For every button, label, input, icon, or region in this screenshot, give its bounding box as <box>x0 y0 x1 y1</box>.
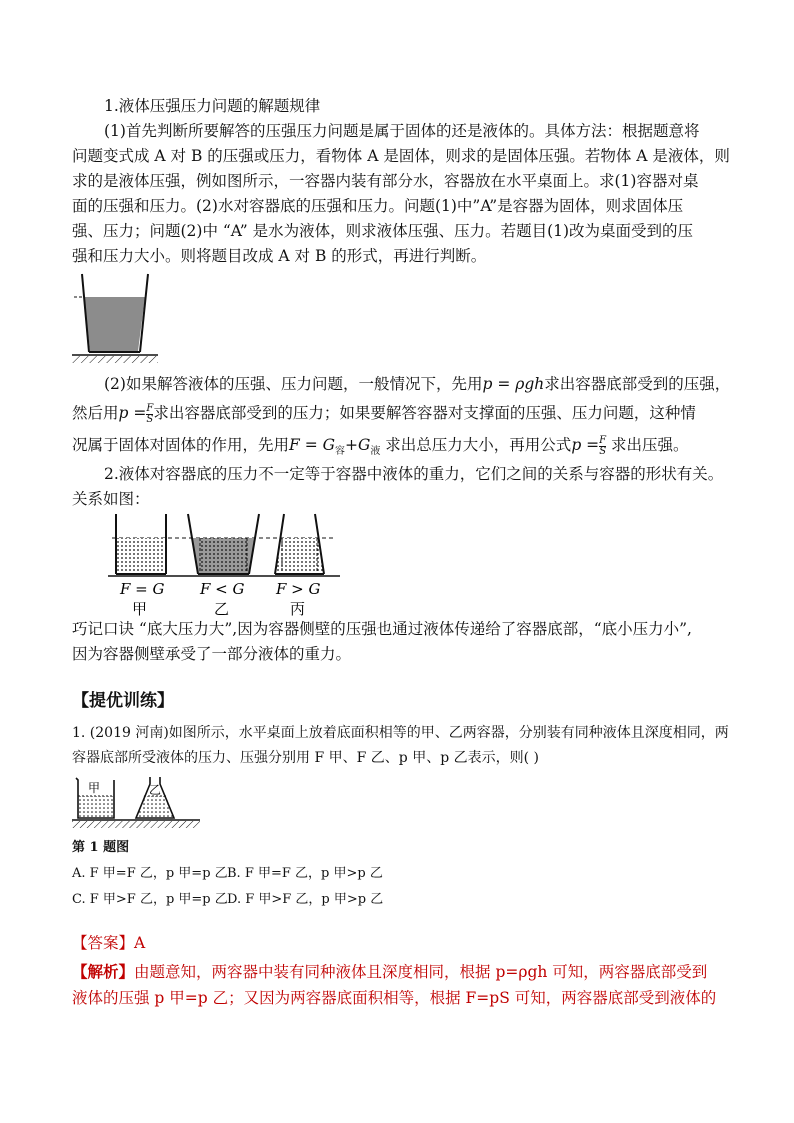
formula-plus-g: +G <box>345 436 371 454</box>
option-b: B. F 甲=F 乙，p 甲>p 乙 <box>227 866 383 881</box>
option-a: A. F 甲=F 乙，p 甲=p 乙 <box>72 866 228 881</box>
section-2-line-2: 关系如图： <box>72 490 150 508</box>
mnemonic-line-2: 因为容器侧壁承受了一部分液体的重力。 <box>72 645 352 663</box>
frac-top-2: F <box>599 434 607 446</box>
p2-l3-text-a: 况属于固体对固体的作用，先用 <box>72 436 290 454</box>
paragraph-1-line-3: 求的是液体压强，例如图所示，一容器内装有部分水，容器放在水平桌面上。求(1)容器对桌 <box>72 172 699 190</box>
analysis-label: 【解析】 <box>72 962 135 981</box>
frac-bottom-2: S <box>599 445 607 457</box>
frac-bottom: S <box>146 413 154 425</box>
label-yi: 乙 <box>214 600 230 618</box>
analysis-line-1 <box>72 962 707 982</box>
p2-l3-text-b: 求出总压力大小，再用公式 <box>380 436 572 454</box>
frac-top: F <box>146 402 154 414</box>
three-containers-figure <box>104 512 344 624</box>
container-on-table-figure <box>70 272 160 364</box>
label-bing: 丙 <box>290 600 306 618</box>
option-c: C. F 甲>F 乙，p 甲=p 乙 <box>72 892 228 907</box>
question-1-line-1: 1. (2019 河南)如图所示，水平桌面上放着底面积相等的甲、乙两容器，分别装有同种液体且深度相同，两 <box>72 725 729 741</box>
paragraph-2-line-2 <box>72 403 696 425</box>
figure-caption: 第 1 题图 <box>72 840 130 855</box>
mnemonic-line-1: 巧记口诀 “底大压力大”,因为容器侧壁的压强也通过液体传递给了容器底部，“底小压力小”, <box>72 620 692 638</box>
formula-p-rho-g-h: p = ρgh <box>482 375 545 393</box>
formula-p-equals: p = <box>118 404 147 422</box>
label-f-lt-g: F < G <box>200 580 245 598</box>
label-f-gt-g: F > G <box>276 580 321 598</box>
paragraph-1-line-6: 强和压力大小。则将题目改成 A 对 B 的形式，再进行判断。 <box>72 247 487 265</box>
p2-text-a: (2)如果解答液体的压强、压力问题，一般情况下，先用 <box>104 375 483 393</box>
label-jia: 甲 <box>132 600 148 618</box>
paragraph-1-line-5: 强、压力；问题(2)中 “A” 是水为液体，则求液体压强、压力。若题目(1)改为桌面受到的压 <box>72 222 694 240</box>
paragraph-2-line-3 <box>72 435 689 462</box>
label-f-eq-g: F = G <box>120 580 165 598</box>
question-1-line-2: 容器底部所受液体的压力、压强分别用 F 甲、F 乙、p 甲、p 乙表示，则( ) <box>72 750 539 766</box>
option-d: D. F 甲>F 乙，p 甲>p 乙 <box>227 892 384 907</box>
p2-l3-text-c: 求出压强。 <box>606 436 689 454</box>
p2-l2-text-a: 然后用 <box>72 404 119 422</box>
beaker-flask-figure <box>70 774 202 830</box>
flask-label-yi: 乙 <box>149 783 162 797</box>
paragraph-1-line-1: (1)首先判断所要解答的压强压力问题是属于固体的还是液体的。具体方法：根据题意将 <box>104 122 700 140</box>
p2-l2-text-b: 求出容器底部受到的压力；如果要解答容器对支撑面的压强、压力问题，这种情 <box>153 404 696 422</box>
analysis-text-1: 由题意知，两容器中装有同种液体且深度相同，根据 p=ρgh 可知，两容器底部受到 <box>134 963 708 981</box>
section-2-line-1: 2.液体对容器底的压力不一定等于容器中液体的重力，它们之间的关系与容器的形状有关。 <box>104 465 724 483</box>
analysis-line-2: 液体的压强 p 甲=p 乙；又因为两容器底面积相等，根据 F=pS 可知，两容器底部受到液体的 <box>72 989 717 1007</box>
formula-f-equals-g: F = G <box>289 436 335 454</box>
paragraph-2-line-1 <box>104 374 730 394</box>
paragraph-1-line-2: 问题变式成 A 对 B 的压强或压力，看物体 A 是固体，则求的是固体压强。若物体 A 是液体，则 <box>72 147 730 165</box>
training-heading: 【提优训练】 <box>72 691 174 711</box>
paragraph-1-line-4: 面的压强和压力。(2)水对容器底的压强和压力。问题(1)中”A”是容器为固体，则求固体压 <box>72 197 684 215</box>
section-1-title: 1.液体压强压力问题的解题规律 <box>104 97 321 115</box>
p2-text-b: 求出容器底部受到的压强， <box>544 375 731 393</box>
formula-p-equals-2: p = <box>571 436 600 454</box>
sub-liquid: 液 <box>370 446 381 458</box>
beaker-label-jia: 甲 <box>88 781 101 795</box>
sub-container: 容 <box>335 446 345 458</box>
answer: 【答案】A <box>72 934 146 952</box>
